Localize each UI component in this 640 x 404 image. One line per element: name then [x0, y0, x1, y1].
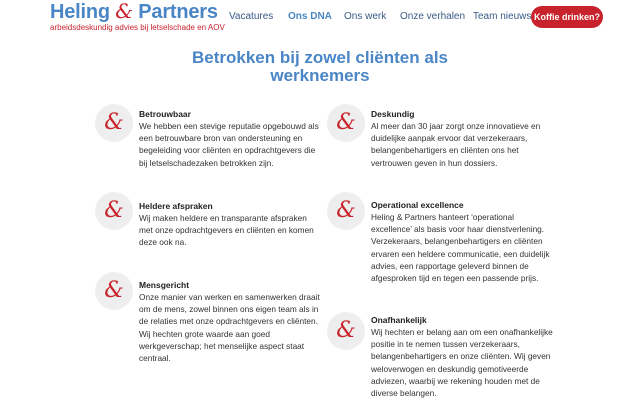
feature-body-deskundig: Al meer dan 30 jaar zorgt onze innovatieve en duidelijke aanpak ervoor dat verzekeraars, belangenbehartigers en cliënten ons het vertrouwen geven in hun dossiers.	[371, 121, 541, 168]
nav-vacatures[interactable]: Vacatures	[229, 11, 274, 22]
logo-name: Heling	[50, 1, 110, 23]
ampersand-icon: &	[327, 192, 365, 230]
feature-title-mensgericht: Mensgericht	[139, 280, 190, 290]
ampersand-icon: &	[327, 104, 365, 142]
nav-ons-werk[interactable]: Ons werk	[344, 11, 387, 22]
nav-team-nieuws[interactable]: Team nieuws	[473, 11, 532, 22]
feature-body-betrouwbaar: We hebben een stevige reputatie opgebouwd als een betrouwbare bron van ondersteuning en begeleiding voor cliënten en opdrachtgevers die bij letselschadezaken betrokken zijn.	[139, 121, 319, 168]
page-title: Betrokken bij zowel cliënten als werknemers	[191, 48, 449, 85]
logo-ampersand: &	[115, 0, 133, 23]
feature-body-heldere-afspraken: Wij maken heldere en transparante afspraken met onze opdrachtgevers en cliënten en komen deze ook na.	[139, 213, 314, 248]
feature-body-mensgericht: Onze manier van werken en samenwerken draait om de mens, zowel binnen ons eigen team als in de relaties met onze opdrachtgevers en cliënten. Wij hechten grote waarde aan goed werkgeverschap; het menselijke aspect staat centraal.	[139, 292, 320, 364]
koffie-drinken-button[interactable]: Koffie drinken?	[531, 6, 603, 28]
nav-ons-dna[interactable]: Ons DNA	[288, 11, 332, 22]
nav-onze-verhalen[interactable]: Onze verhalen	[400, 11, 466, 22]
feature-title-betrouwbaar: Betrouwbaar	[139, 109, 191, 119]
feature-body-onafhankelijk: Wij hechten er belang aan om een onafhankelijke positie in te nemen tussen verzekeraars, belangenbehartigers en onze cliënten. Wij geven weloverwogen en deskundig gemotiveerde adviezen, waarbij we rekening houden met de diverse belangen.	[371, 327, 553, 399]
feature-title-heldere-afspraken: Heldere afspraken	[139, 201, 213, 211]
feature-body-operational-excellence: Heling & Partners hanteert ‘operational excellence’ als basis voor haar dienstverlening. Verzekeraars, belangenbehartigers en cliënten ervaren een heldere communicatie, een duidelijk advies, een rapportage geleverd binnen de afgesproken tijd en tegen een passende prijs.	[371, 212, 550, 284]
logo-tagline: arbeidsdeskundig advies bij letselschade en AOV	[50, 23, 225, 32]
ampersand-icon: &	[327, 312, 365, 350]
feature-title-deskundig: Deskundig	[371, 109, 415, 119]
ampersand-icon: &	[95, 104, 133, 142]
logo-name-partners: Partners	[138, 1, 218, 23]
site-header	[0, 0, 640, 40]
ampersand-icon: &	[95, 272, 133, 310]
feature-title-onafhankelijk: Onafhankelijk	[371, 315, 427, 325]
feature-title-operational-excellence: Operational excellence	[371, 200, 464, 210]
logo[interactable]	[50, 0, 218, 23]
ampersand-icon: &	[95, 192, 133, 230]
